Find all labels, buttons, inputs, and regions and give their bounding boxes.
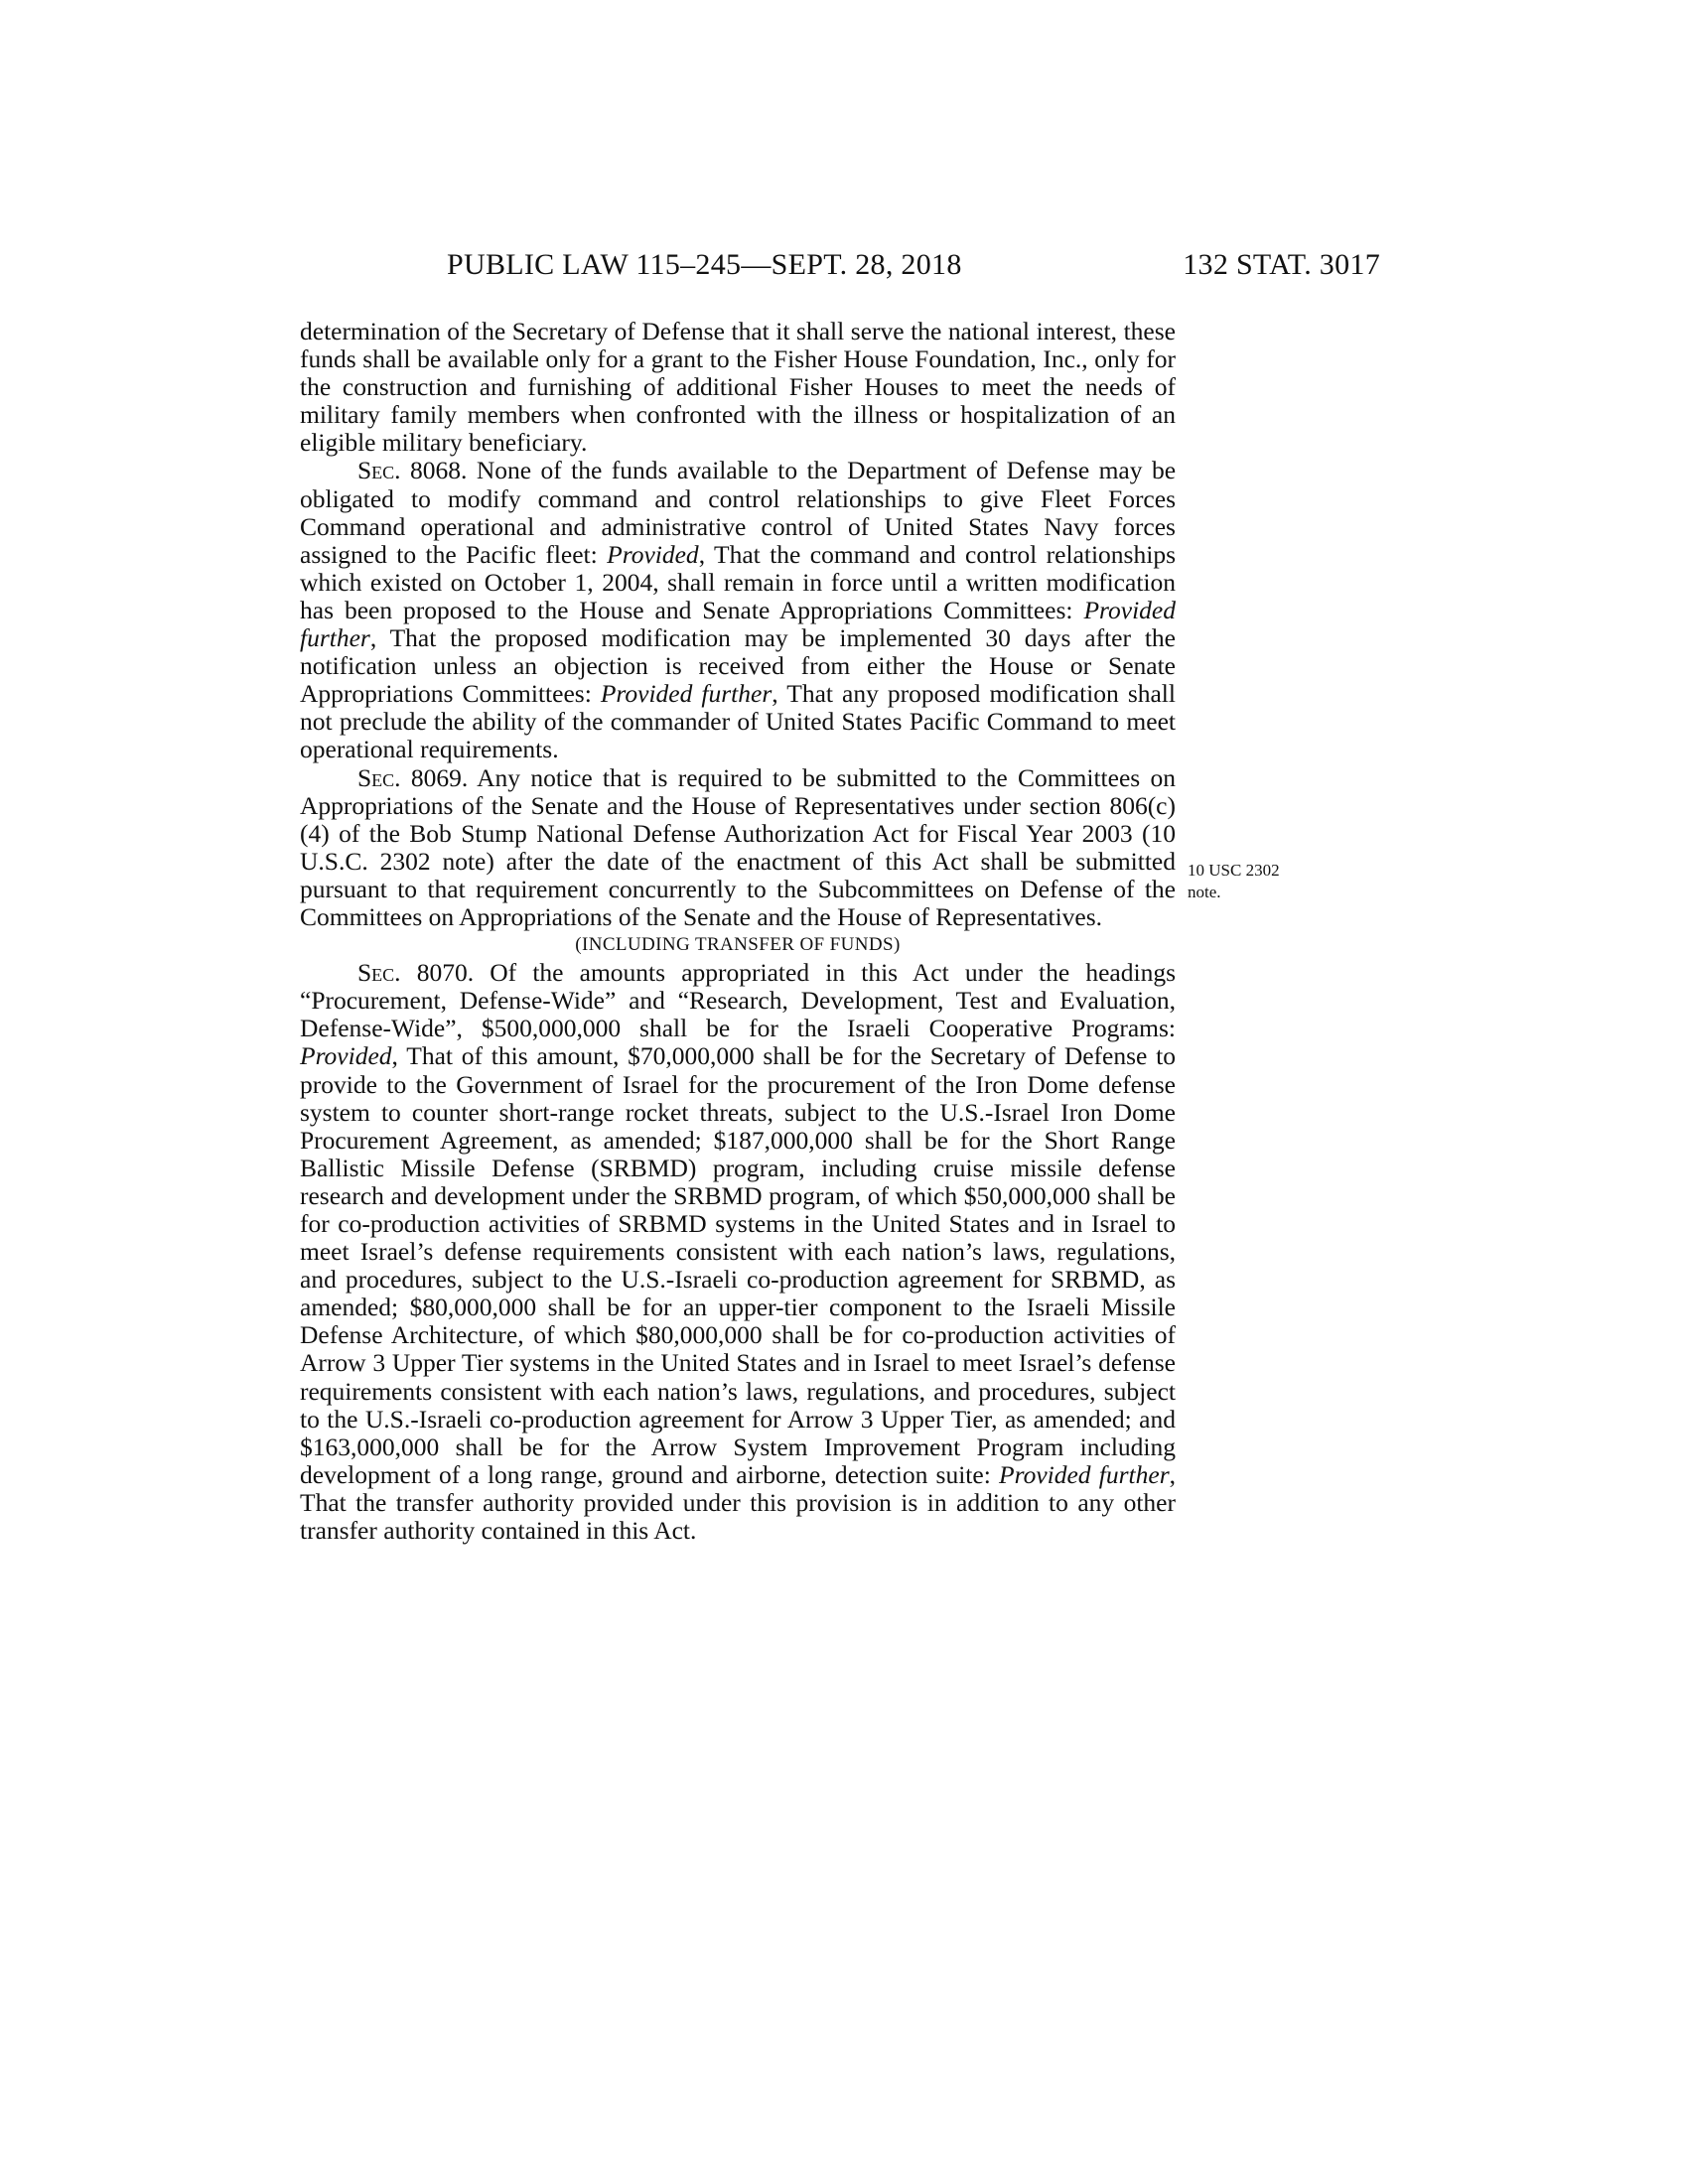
- section-label: Sec.: [357, 958, 401, 988]
- subheading-transfer-of-funds: (INCLUDING TRANSFER OF FUNDS): [575, 934, 901, 956]
- proviso: Provided: [607, 539, 699, 569]
- proviso: Provided further: [999, 1459, 1170, 1489]
- paragraph-continuation: determination of the Secretary of Defense that it shall serve the national interest, these funds shall be available only for a grant to the Fisher House Foundation, Inc., only for the construction and furnishing of additional Fisher Houses to meet the needs of military family members when confronted with the illness or hospitalization of an eligible military beneficiary.: [300, 317, 1176, 458]
- proviso: Provided further: [300, 595, 1176, 653]
- document-body: [300, 318, 1176, 1545]
- section-8070: [300, 959, 1176, 1545]
- section-text: , That any proposed modification shall not preclude the ability of the commander of United States Pacific Command to meet operational requirements.: [300, 679, 1176, 764]
- margin-note-line: 10 USC 2302: [1188, 861, 1280, 880]
- section-label: Sec.: [357, 762, 401, 792]
- statute-page-number: 132 STAT. 3017: [1183, 248, 1380, 281]
- section-number: 8069.: [400, 762, 478, 792]
- section-text: , That of this amount, $70,000,000 shall be for the Secretary of Defense to provide to the Government of Israel for the procurement of the Iron Dome defense system to counter short-range rocket threats, subject to the U.S.-Israel Iron Dome Procurement Agreement, as amended; $187,000,000 shall be for the Short Range Ballistic Missile Defense (SRBMD) program, including cruise missile defense research and development under the SRBMD program, of which $50,000,000 shall be for co-production activities of SRBMD systems in the United States and in Israel to meet Israel’s defense requirements consistent with each nation’s laws, regulations, and procedures, subject to the U.S.-Israeli co-production agreement for SRBMD, as amended; $80,000,000 shall be for an upper-tier component to the Israeli Missile Defense Architecture, of which $80,000,000 shall be for co-production activities of Arrow 3 Upper Tier systems in the United States and in Israel to meet Israel’s defense requirements consistent with each nation’s laws, regulations, and procedures, subject to the U.S.-Israeli co-production agreement for Arrow 3 Upper Tier, as amended; and $163,000,000 shall be for the Arrow System Improvement Program including development of a long range, ground and airborne, detection suite:: [300, 1041, 1176, 1489]
- proviso: Provided further: [600, 679, 773, 709]
- section-text: Of the amounts appropriated in this Act under the headings “Procurement, Defense-Wide” and “Research, Development, Test and Evaluation, Defense-Wide”, $500,000,000 shall be for the Israeli Cooperative Programs:: [300, 958, 1176, 1043]
- section-8068: [300, 457, 1176, 763]
- section-number: 8068.: [400, 456, 477, 485]
- section-text: Any notice that is required to be submitted to the Committees on Appropriations of the Senate and the House of Representatives under section 806(c)(4) of the Bob Stump National Defense Authorization Act for Fiscal Year 2003 (10 U.S.C. 2302 note) after the date of the enactment of this Act shall be submitted pursuant to that requirement concurrently to the Subcommittees on Defense of the Committees on Appropriations of the Senate and the House of Representatives.: [300, 762, 1176, 931]
- proviso: Provided: [300, 1041, 392, 1071]
- section-number: 8070.: [400, 958, 491, 988]
- section-text: , That the transfer authority provided under this provision is in addition to any other transfer authority contained in this Act.: [300, 1459, 1176, 1546]
- margin-note-line: note.: [1188, 883, 1221, 901]
- header-title: PUBLIC LAW 115–245—SEPT. 28, 2018: [447, 248, 962, 281]
- section-text: None of the funds available to the Department of Defense may be obligated to modify command and control relationships to give Fleet Forces Command operational and administrative control of United States Navy forces assigned to the Pacific fleet:: [300, 456, 1177, 569]
- margin-citation-note: [1188, 860, 1346, 903]
- running-header: [298, 248, 1380, 288]
- section-label: Sec.: [357, 456, 401, 485]
- section-8069: [300, 764, 1176, 932]
- section-text: , That the proposed modification may be implemented 30 days after the notification unless an objection is received from either the House or Senate Appropriations Committees:: [300, 623, 1176, 709]
- section-text: , That the command and control relationships which existed on October 1, 2004, shall remain in force until a written modification has been proposed to the House and Senate Appropriations Committees:: [300, 539, 1176, 624]
